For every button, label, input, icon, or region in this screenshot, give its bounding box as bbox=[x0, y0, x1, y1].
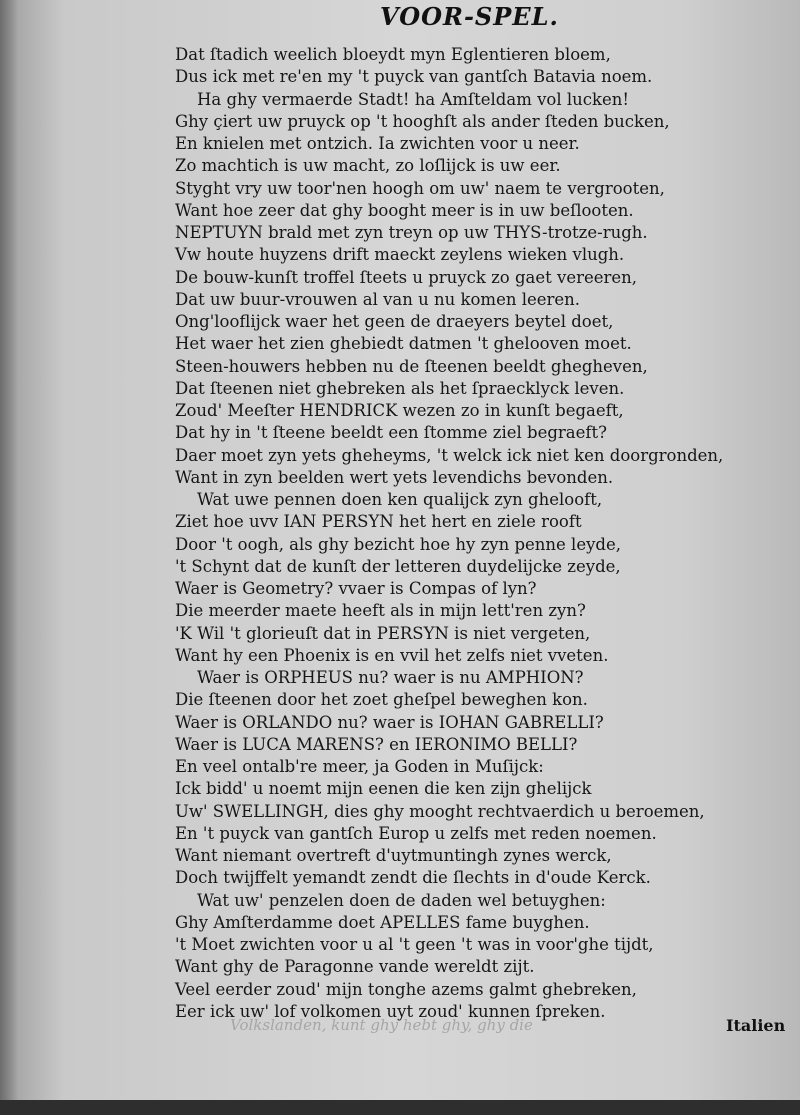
gutter-shadow bbox=[0, 0, 18, 1100]
poem-line: 't Moet zwichten voor u al 't geen 't was in voor'ghe tijdt, bbox=[175, 935, 654, 954]
catchword: Italien bbox=[726, 1016, 786, 1035]
poem-line: Steen-houwers hebben nu de ſteenen beeldt ghegheven, bbox=[175, 356, 648, 376]
poem-line: Styght vry uw toor'nen hoogh om uw' naem te vergrooten, bbox=[175, 178, 665, 198]
poem-line: Ong'looflijck waer het geen de draeyers beytel doet, bbox=[175, 312, 614, 331]
running-head-title: VOOR-SPEL. bbox=[380, 2, 559, 31]
poem-line: Die ſteenen door het zoet gheſpel beweghen kon. bbox=[175, 690, 588, 710]
poem-line: Dat hy in 't ſteene beeldt een ſtomme ziel begraeft? bbox=[175, 423, 607, 443]
poem-line: Dat ſtadich weelich bloeydt myn Eglentieren bloem, bbox=[175, 45, 611, 64]
poem-line: Dat ſteenen niet ghebreken als het ſpraecklyck leven. bbox=[175, 378, 625, 398]
poem-line: Zoud' Meeſter HENDRICK wezen zo in kunſt begaeft, bbox=[175, 401, 624, 420]
poem-line: En veel ontalb're meer, ja Goden in Muſijck: bbox=[175, 757, 544, 776]
poem-line: Ziet hoe uvv IAN PERSYN het hert en ziele rooft bbox=[175, 512, 582, 532]
poem-line: Want ghy de Paragonne vande wereldt zijt. bbox=[175, 957, 535, 977]
poem-line: Doch twijffelt yemandt zendt die ſlechts in d'oude Kerck. bbox=[175, 868, 651, 888]
poem-line: Ha ghy vermaerde Stadt! ha Amſteldam vol lucken! bbox=[197, 89, 630, 109]
poem-line: Wat uw' penzelen doen de daden wel betuyghen: bbox=[197, 890, 606, 910]
poem-line: Waer is ORLANDO nu? waer is IOHAN GABRELLI? bbox=[175, 712, 604, 732]
poem-line: Door 't oogh, als ghy bezicht hoe hy zyn penne leyde, bbox=[175, 534, 621, 554]
poem-line: Want hoe zeer dat ghy booght meer is in uw beſlooten. bbox=[175, 200, 634, 220]
poem-line: 't Schynt dat de kunſt der letteren duydelijcke zeyde, bbox=[175, 556, 621, 576]
poem-line: Die meerder maete heeft als in mijn lett'ren zyn? bbox=[175, 601, 586, 621]
poem-line: Daer moet zyn yets gheheyms, 't welck ick niet ken doorgronden, bbox=[175, 445, 724, 465]
poem-line: Ick bidd' u noemt mijn eenen die ken zijn ghelijck bbox=[175, 779, 592, 799]
poem-line: Wat uwe pennen doen ken qualijck zyn ghelooft, bbox=[197, 490, 603, 509]
poem-line: Zo machtich is uw macht, zo loſlijck is uw eer. bbox=[175, 156, 561, 176]
poem-line: En knielen met ontzich. Ia zwichten voor u neer. bbox=[175, 134, 580, 153]
poem-line: Dat uw buur-vrouwen al van u nu komen leeren. bbox=[175, 289, 581, 309]
poem-line: De bouw-kunſt troffel ſteets u pruyck zo gaet vereeren, bbox=[175, 267, 638, 287]
bleed-through-text: Volkslanden, kunt ghy hebt ghy, ghy die bbox=[230, 1016, 533, 1034]
poem-body bbox=[175, 44, 775, 1023]
poem-line: Ghy çiert uw pruyck op 't hooghſt als ander ſteden bucken, bbox=[175, 111, 670, 131]
poem-line: Waer is Geometry? vvaer is Compas of lyn? bbox=[175, 579, 537, 598]
poem-line: Veel eerder zoud' mijn tonghe azems galmt ghebreken, bbox=[175, 979, 637, 999]
poem-line: Waer is ORPHEUS nu? waer is nu AMPHION? bbox=[197, 668, 584, 687]
poem-line: Ghy Amſterdamme doet APELLES fame buyghen. bbox=[175, 912, 590, 932]
poem-line: Waer is LUCA MARENS? en IERONIMO BELLI? bbox=[175, 734, 578, 754]
poem-line: Dus ick met re'en my 't puyck van gantſch Batavia noem. bbox=[175, 67, 653, 87]
poem-line: Vw houte huyzens drift maeckt zeylens wieken vlugh. bbox=[175, 245, 625, 265]
poem-line: 'K Wil 't glorieuſt dat in PERSYN is niet vergeten, bbox=[175, 623, 591, 643]
poem-line: En 't puyck van gantſch Europ u zelfs met reden noemen. bbox=[175, 823, 657, 843]
poem-line: Eer ick uw' lof volkomen uyt zoud' kunnen ſpreken. bbox=[175, 1001, 606, 1021]
poem-line: NEPTUYN brald met zyn treyn op uw THYS-trotze-rugh. bbox=[175, 223, 648, 242]
poem-line: Want in zyn beelden wert yets levendichs bevonden. bbox=[175, 467, 614, 487]
poem-line: Uw' SWELLINGH, dies ghy mooght rechtvaerdich u beroemen, bbox=[175, 801, 705, 821]
poem-line: Want niemant overtreft d'uytmuntingh zynes werck, bbox=[175, 846, 612, 865]
page-bottom-edge bbox=[0, 1100, 800, 1115]
poem-line: Want hy een Phoenix is en vvil het zelfs niet vveten. bbox=[175, 645, 609, 665]
poem-line: Het waer het zien ghebiedt datmen 't ghelooven moet. bbox=[175, 334, 632, 354]
